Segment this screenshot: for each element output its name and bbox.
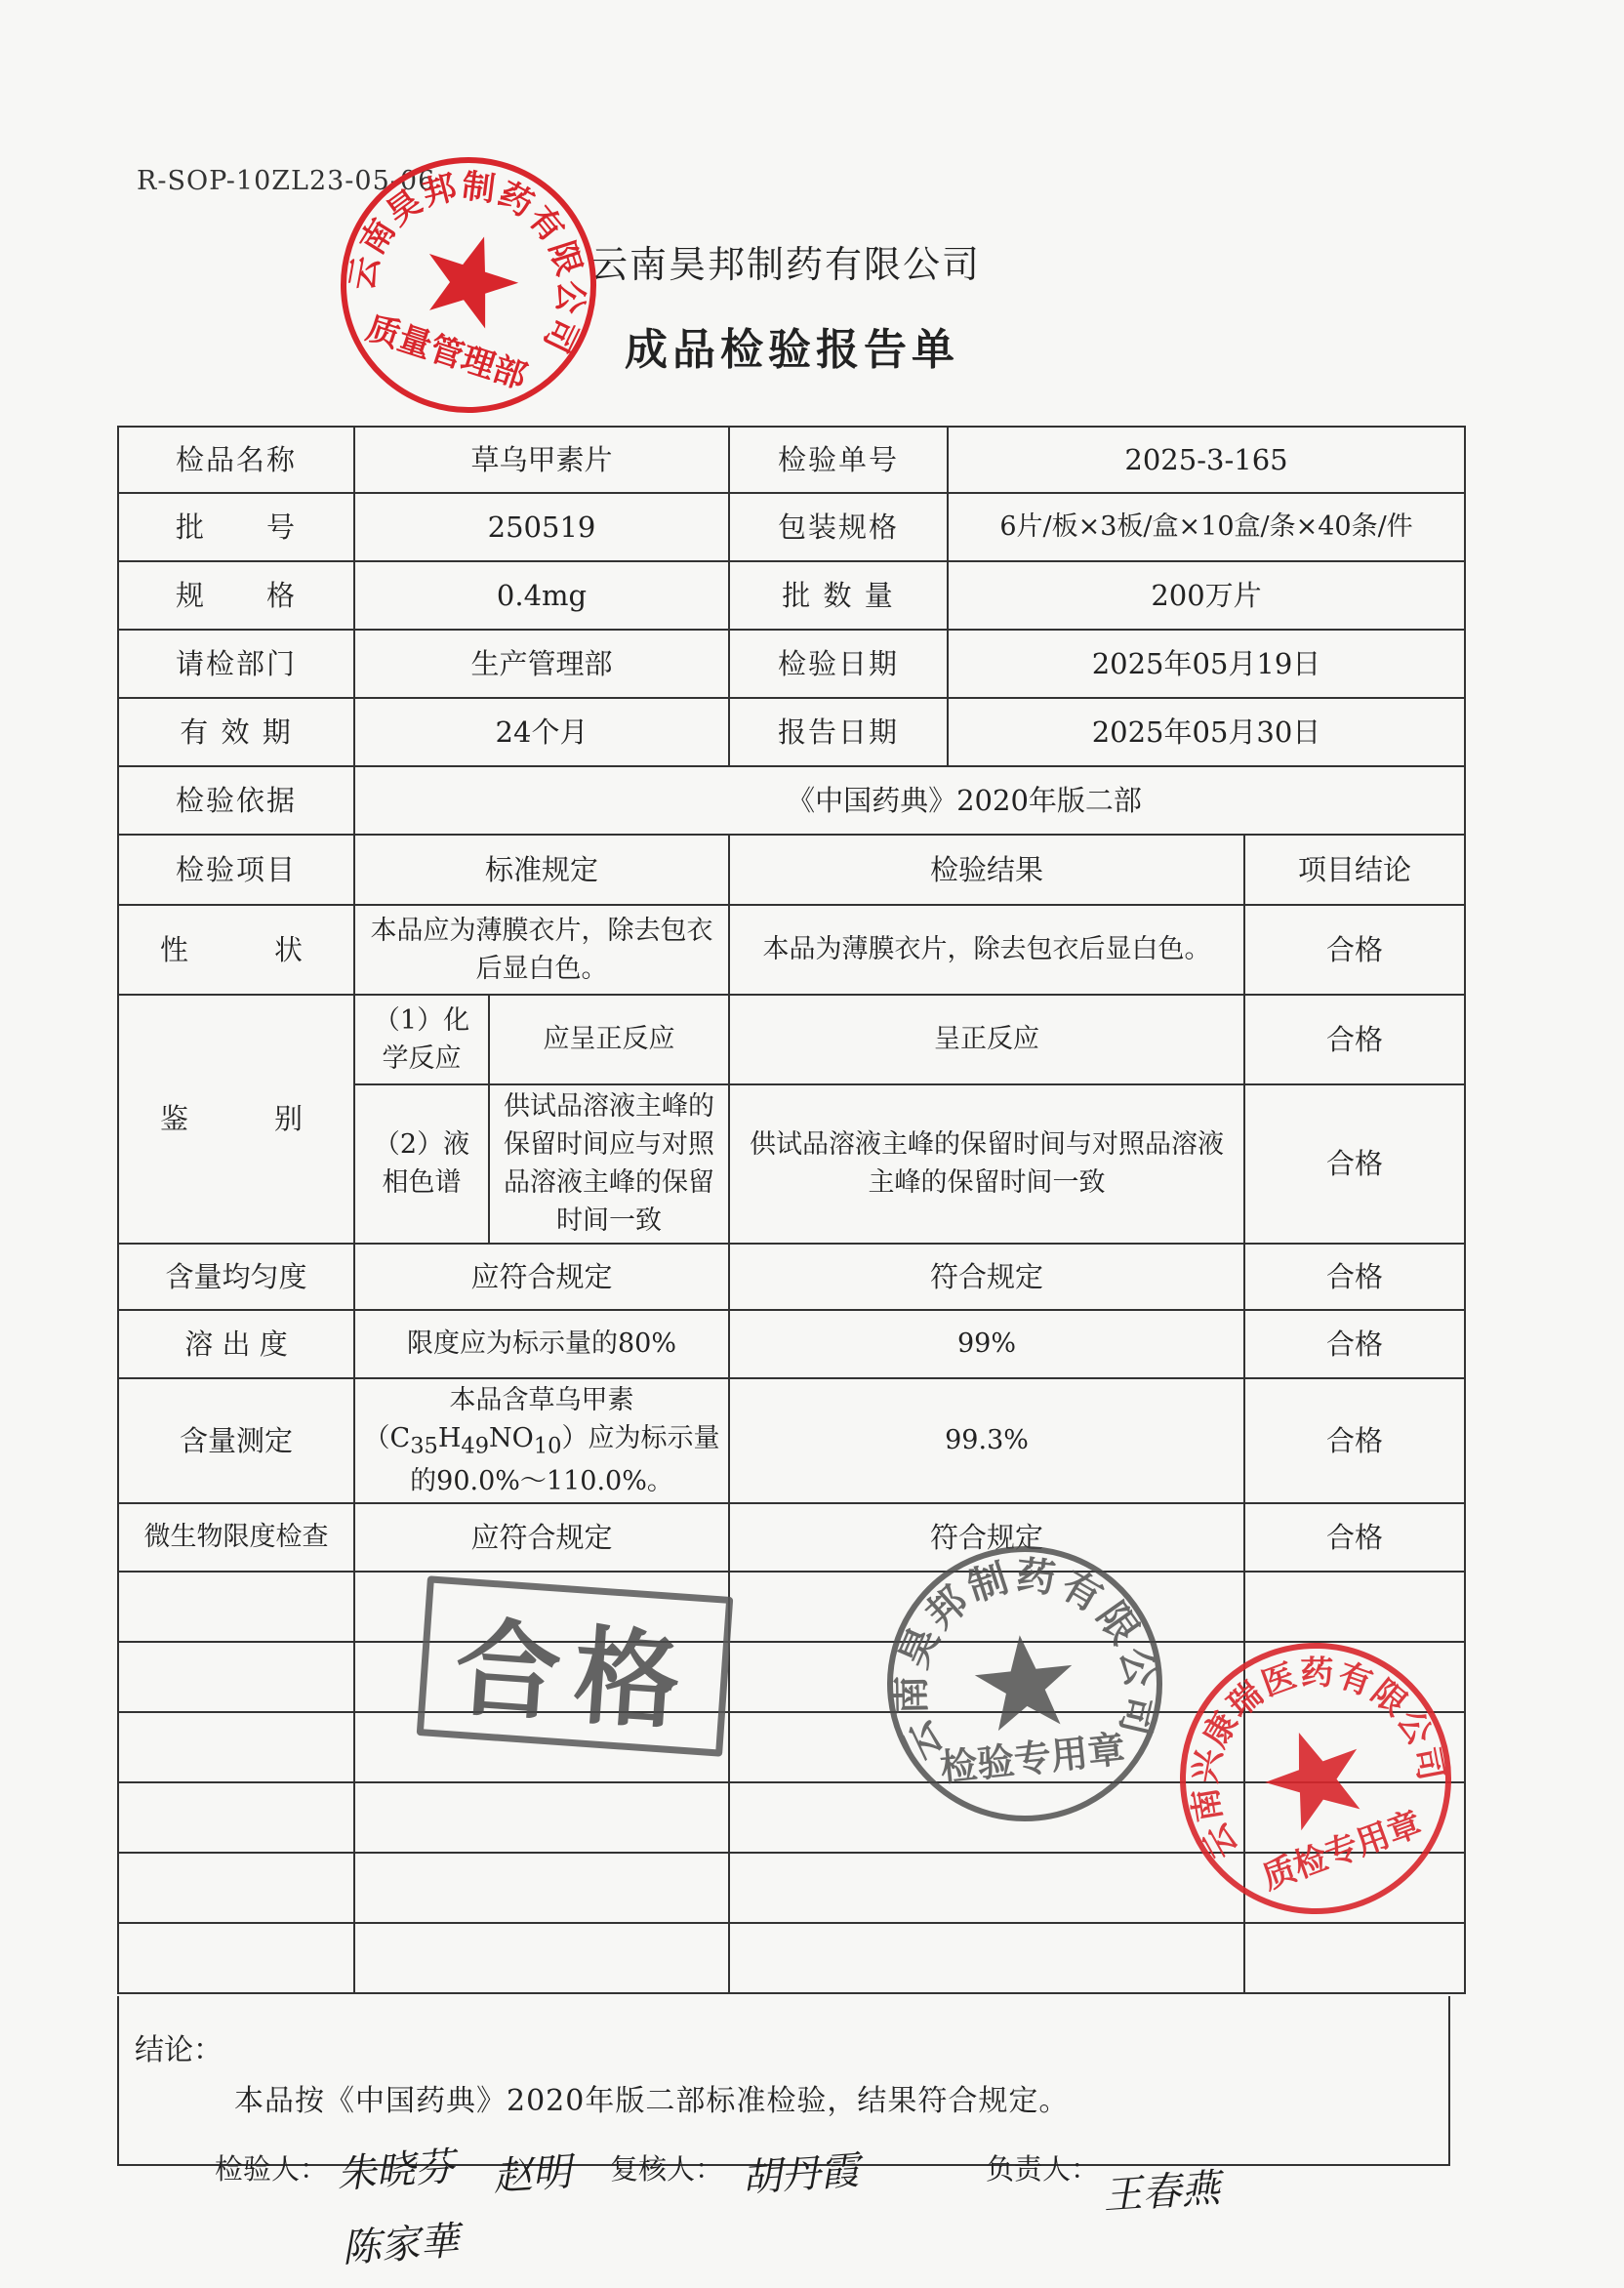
basis-value: 《中国药典》2020年版二部 (354, 766, 1465, 835)
inspector-signature-1: 朱晓芬 (335, 2144, 456, 2198)
quality-seal-ring-text: 云南昊邦制药有限公司 (342, 166, 591, 360)
blank-row (118, 1923, 1465, 1993)
batch-qty-value: 200万片 (948, 561, 1465, 630)
distributor-seal-center-text: 质检专用章 (1257, 1804, 1427, 1899)
batch-value: 250519 (354, 493, 729, 561)
report-date-label: 报告日期 (729, 698, 948, 766)
quality-seal-center-text: 质量管理部 (361, 308, 532, 397)
col-header-standard: 标准规定 (354, 835, 729, 905)
spec-label: 规 格 (118, 561, 354, 630)
test-dissolution-conclusion: 合格 (1244, 1310, 1465, 1378)
test-assay-result: 99.3% (729, 1378, 1244, 1503)
responsible-signature: 王春燕 (1101, 2165, 1222, 2220)
inspection-seal-center-text: 检验专用章 (938, 1726, 1127, 1790)
inspection-seal (878, 1537, 1171, 1830)
test-identification-sub2: （2）液相色谱 (354, 1084, 489, 1244)
test-appearance-result: 本品为薄膜衣片，除去包衣后显白色。 (729, 905, 1244, 995)
validity-label: 有 效 期 (118, 698, 354, 766)
test-dissolution-standard: 限度应为标示量的80% (354, 1310, 729, 1378)
test-appearance-standard: 本品应为薄膜衣片，除去包衣后显白色。 (354, 905, 729, 995)
responsible-label: 负责人： (986, 2152, 1100, 2186)
test-appearance-item: 性 状 (118, 905, 354, 995)
test-identification-sub2-standard: 供试品溶液主峰的保留时间应与对照品溶液主峰的保留时间一致 (489, 1084, 729, 1244)
conclusion-label: 结论： (135, 2033, 223, 2067)
package-label: 包装规格 (729, 493, 948, 561)
inspector-label: 检验人： (215, 2152, 329, 2186)
col-header-result: 检验结果 (729, 835, 1244, 905)
test-identification-sub2-result: 供试品溶液主峰的保留时间与对照品溶液主峰的保留时间一致 (729, 1084, 1244, 1244)
inspection-seal-ring-text: 云南昊邦制药有限公司 (887, 1552, 1165, 1770)
test-identification-sub1-conclusion: 合格 (1244, 995, 1465, 1084)
batch-qty-label: 批 数 量 (729, 561, 948, 630)
test-uniformity-result: 符合规定 (729, 1244, 1244, 1310)
test-uniformity-conclusion: 合格 (1244, 1244, 1465, 1310)
test-date-label: 检验日期 (729, 630, 948, 698)
pass-stamp: 合格 (417, 1575, 734, 1757)
product-name-label: 检品名称 (118, 427, 354, 493)
validity-value: 24个月 (354, 698, 729, 766)
quality-dept-seal (332, 148, 605, 422)
basis-label: 检验依据 (118, 766, 354, 835)
distributor-seal-ring-text: 云南兴康瑞医药有限公司 (1185, 1654, 1451, 1865)
test-identification-sub1-result: 呈正反应 (729, 995, 1244, 1084)
inspector-signature-2: 赵明 (491, 2149, 573, 2200)
conclusion-box (117, 1996, 1450, 2166)
test-assay-conclusion: 合格 (1244, 1378, 1465, 1503)
test-assay-item: 含量测定 (118, 1378, 354, 1503)
conclusion-text: 本品按《中国药典》2020年版二部标准检验，结果符合规定。 (234, 2084, 1070, 2118)
test-identification-item: 鉴 别 (118, 995, 354, 1244)
test-microbial-result: 符合规定 (729, 1503, 1244, 1572)
col-header-conclusion: 项目结论 (1244, 835, 1465, 905)
inspector-signature-3: 陈家華 (340, 2218, 461, 2272)
test-microbial-conclusion: 合格 (1244, 1503, 1465, 1572)
test-dissolution-item: 溶 出 度 (118, 1310, 354, 1378)
test-identification-sub1-standard: 应呈正反应 (489, 995, 729, 1084)
report-date-value: 2025年05月30日 (948, 698, 1465, 766)
test-uniformity-item: 含量均匀度 (118, 1244, 354, 1310)
dept-value: 生产管理部 (354, 630, 729, 698)
col-header-item: 检验项目 (118, 835, 354, 905)
test-date-value: 2025年05月19日 (948, 630, 1465, 698)
reviewer-label: 复核人： (610, 2152, 724, 2186)
batch-label: 批 号 (118, 493, 354, 561)
test-appearance-conclusion: 合格 (1244, 905, 1465, 995)
report-title: 成品检验报告单 (625, 325, 959, 375)
test-assay-standard: 本品含草乌甲素$(C_{35}H_{49}NO_{10})$应为标示量的90.0%～110.0%。 (354, 1378, 729, 1503)
test-identification-sub2-conclusion: 合格 (1244, 1084, 1465, 1244)
test-microbial-item: 微生物限度检查 (118, 1503, 354, 1572)
product-name-value: 草乌甲素片 (354, 427, 729, 493)
reviewer-signature: 胡丹霞 (740, 2147, 861, 2202)
test-identification-sub1: （1）化学反应 (354, 995, 489, 1084)
package-value: 6片/板×3板/盒×10盒/条×40条/件 (948, 493, 1465, 561)
company-name: 云南昊邦制药有限公司 (590, 243, 982, 286)
test-uniformity-standard: 应符合规定 (354, 1244, 729, 1310)
document-code: R-SOP-10ZL23-05-06 (137, 166, 436, 196)
report-no-value: 2025-3-165 (948, 427, 1465, 493)
report-no-label: 检验单号 (729, 427, 948, 493)
spec-value: 0.4mg (354, 561, 729, 630)
test-dissolution-result: 99% (729, 1310, 1244, 1378)
distributor-seal (1169, 1632, 1462, 1925)
dept-label: 请检部门 (118, 630, 354, 698)
test-microbial-standard: 应符合规定 (354, 1503, 729, 1572)
